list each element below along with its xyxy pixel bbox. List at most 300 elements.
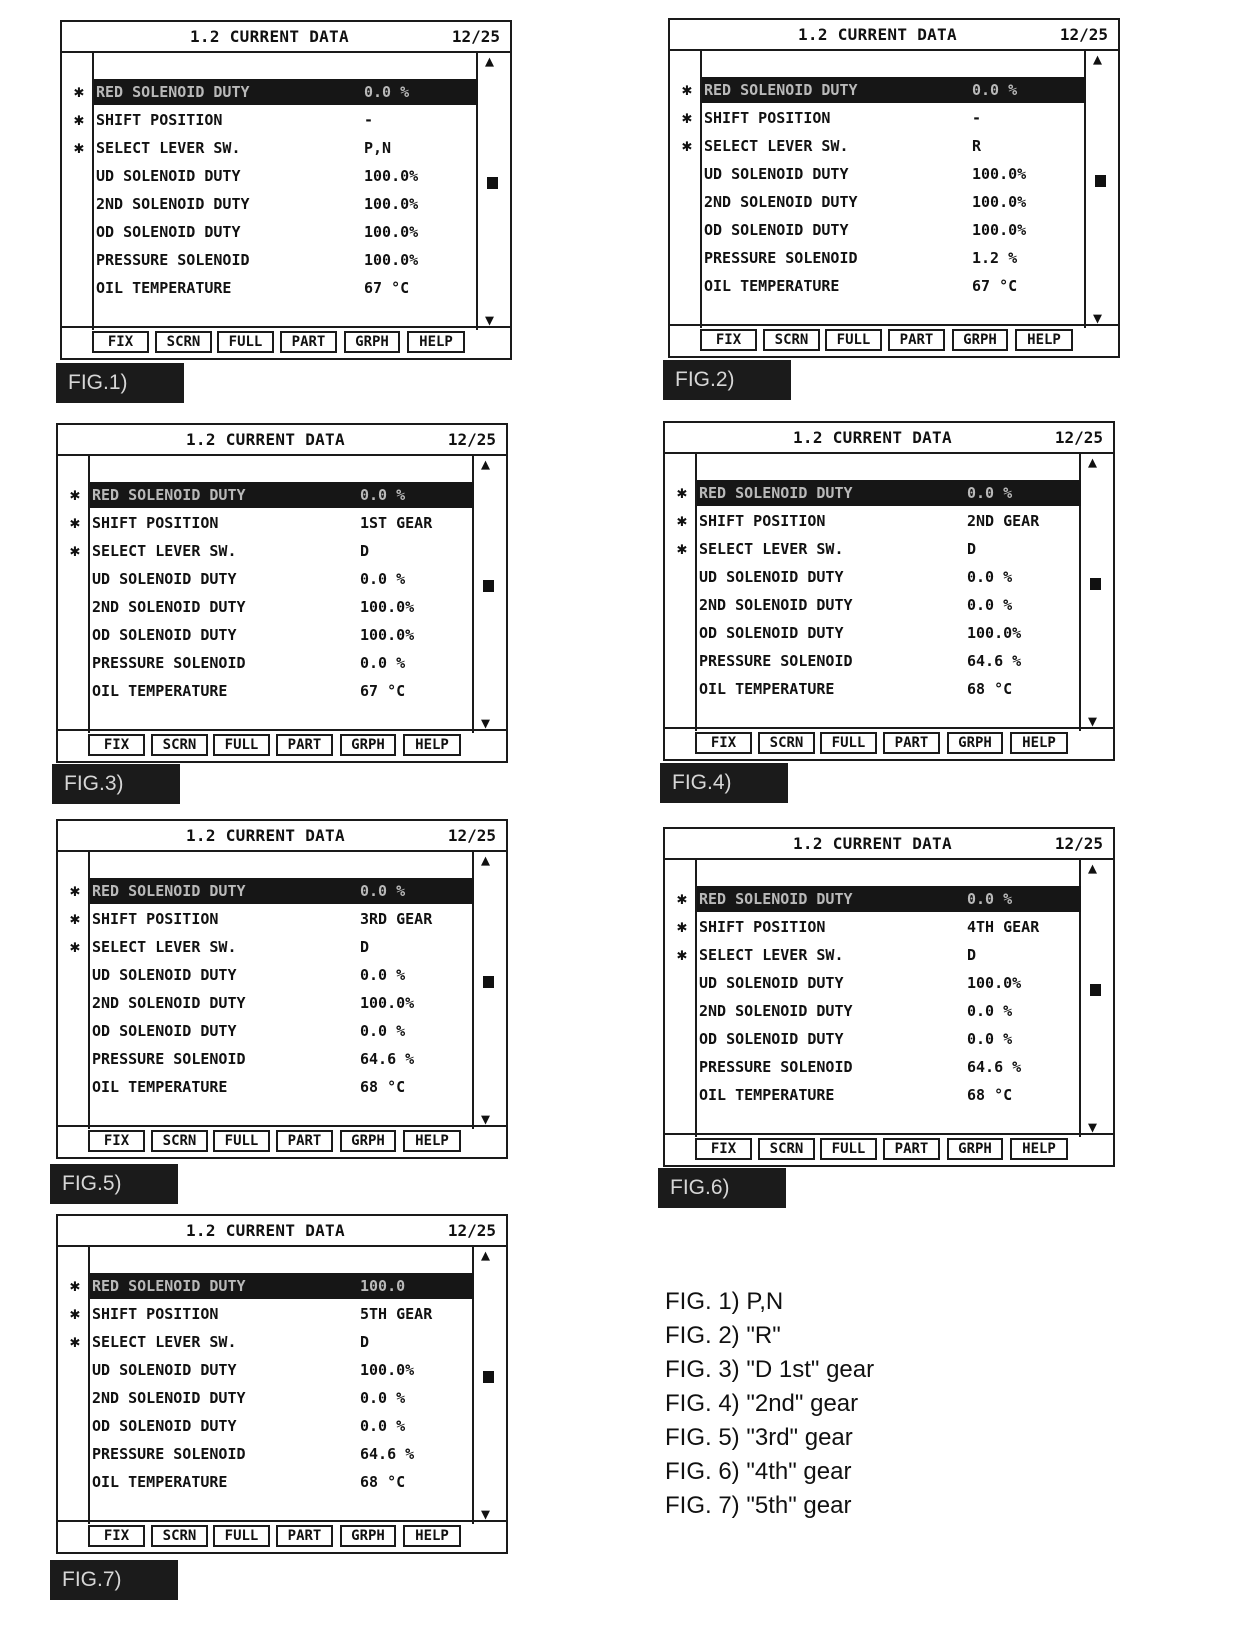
help-button[interactable]: HELP — [403, 734, 461, 756]
selected-marker-icon: ✱ — [69, 1332, 81, 1352]
data-row[interactable] — [94, 107, 478, 133]
data-row-label: SHIFT POSITION — [92, 910, 219, 928]
page-indicator: 12/25 — [447, 430, 496, 449]
data-row-value: 0.0 % — [360, 1417, 406, 1435]
full-button[interactable]: FULL — [217, 331, 274, 353]
help-button[interactable]: HELP — [1010, 1138, 1068, 1160]
part-button[interactable]: PART — [883, 1138, 940, 1160]
scrn-button[interactable]: SCRN — [763, 329, 820, 351]
data-row[interactable] — [90, 1469, 474, 1495]
figure-label: FIG.7) — [50, 1560, 178, 1600]
selected-marker-icon: ✱ — [676, 945, 688, 965]
scrn-button[interactable]: SCRN — [155, 331, 212, 353]
data-row-label: UD SOLENOID DUTY — [699, 974, 844, 992]
figure-label: FIG.3) — [52, 764, 180, 804]
full-button[interactable]: FULL — [820, 1138, 877, 1160]
grph-button[interactable]: GRPH — [947, 732, 1003, 754]
scrn-button[interactable]: SCRN — [151, 1525, 208, 1547]
scroll-thumb[interactable] — [487, 177, 498, 189]
data-row-label: SELECT LEVER SW. — [704, 137, 849, 155]
data-row-label: SHIFT POSITION — [699, 512, 826, 530]
data-row-label: PRESSURE SOLENOID — [92, 1050, 246, 1068]
data-row[interactable] — [90, 1301, 474, 1327]
data-row[interactable] — [90, 906, 474, 932]
data-row[interactable] — [697, 914, 1081, 940]
function-key-bar — [62, 326, 510, 358]
data-row[interactable] — [702, 189, 1086, 215]
scrn-button[interactable]: SCRN — [758, 732, 815, 754]
data-row-value: 5TH GEAR — [360, 1305, 433, 1323]
scrollbar[interactable] — [1081, 858, 1113, 1137]
data-row-label: PRESSURE SOLENOID — [704, 249, 858, 267]
data-row[interactable] — [697, 592, 1081, 618]
data-row-value: 3RD GEAR — [360, 910, 433, 928]
selected-marker-icon: ✱ — [69, 1276, 81, 1296]
scroll-down-icon[interactable]: ▼ — [481, 714, 491, 732]
data-row-label: OIL TEMPERATURE — [699, 1086, 835, 1104]
data-row[interactable] — [94, 79, 478, 105]
page-indicator: 12/25 — [1054, 428, 1103, 447]
screen-title: 1.2 CURRENT DATA — [186, 1221, 345, 1240]
data-row-value: 0.0 % — [967, 484, 1013, 502]
screen-header — [670, 20, 1118, 51]
scroll-up-icon[interactable]: ▲ — [481, 455, 491, 473]
help-button[interactable]: HELP — [1010, 732, 1068, 754]
function-key-bar — [58, 729, 506, 761]
selected-marker-icon: ✱ — [676, 539, 688, 559]
data-row-value: 100.0 — [360, 1277, 406, 1295]
screen-header — [665, 423, 1113, 454]
data-list — [695, 858, 1081, 1137]
help-button[interactable]: HELP — [407, 331, 465, 353]
data-row-value: 0.0 % — [360, 1389, 406, 1407]
data-row-label: SHIFT POSITION — [92, 514, 219, 532]
scroll-up-icon[interactable]: ▲ — [481, 1246, 491, 1264]
data-row-value: 0.0 % — [967, 596, 1013, 614]
data-row[interactable] — [697, 564, 1081, 590]
data-row-value: 100.0% — [972, 193, 1027, 211]
data-row-value: 1.2 % — [972, 249, 1018, 267]
fix-button[interactable]: FIX — [88, 1525, 145, 1547]
data-row[interactable] — [697, 508, 1081, 534]
data-row[interactable] — [697, 886, 1081, 912]
figure-label: FIG.6) — [658, 1168, 786, 1208]
data-row[interactable] — [90, 1357, 474, 1383]
data-row-value: D — [360, 1333, 370, 1351]
scroll-thumb[interactable] — [1090, 578, 1101, 590]
scroll-up-icon[interactable]: ▲ — [481, 851, 491, 869]
data-list — [88, 454, 474, 733]
full-button[interactable]: FULL — [825, 329, 882, 351]
data-row[interactable] — [702, 77, 1086, 103]
selected-marker-icon: ✱ — [69, 937, 81, 957]
data-row[interactable] — [697, 480, 1081, 506]
data-row[interactable] — [90, 594, 474, 620]
data-row-label: RED SOLENOID DUTY — [699, 484, 853, 502]
data-row[interactable] — [90, 962, 474, 988]
data-row[interactable] — [697, 1054, 1081, 1080]
data-row-value: 100.0% — [364, 167, 419, 185]
screen-title: 1.2 CURRENT DATA — [798, 25, 957, 44]
data-row-label: UD SOLENOID DUTY — [92, 1361, 237, 1379]
grph-button[interactable]: GRPH — [947, 1138, 1003, 1160]
data-row-label: OD SOLENOID DUTY — [699, 1030, 844, 1048]
scan-tool-screen — [663, 827, 1115, 1167]
data-row[interactable] — [697, 970, 1081, 996]
data-row-label: RED SOLENOID DUTY — [92, 882, 246, 900]
grph-button[interactable]: GRPH — [340, 1130, 396, 1152]
data-row[interactable] — [90, 878, 474, 904]
data-list — [88, 1245, 474, 1524]
data-row-label: RED SOLENOID DUTY — [704, 81, 858, 99]
data-row-label: UD SOLENOID DUTY — [704, 165, 849, 183]
figure-label: FIG.1) — [56, 363, 184, 403]
data-row-value: D — [360, 938, 370, 956]
data-row-value: D — [360, 542, 370, 560]
selected-marker-icon: ✱ — [676, 917, 688, 937]
scrollbar[interactable] — [474, 850, 506, 1129]
selected-marker-icon: ✱ — [676, 511, 688, 531]
data-row-label: RED SOLENOID DUTY — [92, 486, 246, 504]
scroll-thumb[interactable] — [483, 580, 494, 592]
data-row-label: UD SOLENOID DUTY — [92, 966, 237, 984]
grph-button[interactable]: GRPH — [952, 329, 1008, 351]
fix-button[interactable]: FIX — [700, 329, 757, 351]
data-row-value: 0.0 % — [360, 654, 406, 672]
help-button[interactable]: HELP — [403, 1525, 461, 1547]
data-row[interactable] — [90, 1074, 474, 1100]
data-row-value: 0.0 % — [360, 882, 406, 900]
data-row-label: PRESSURE SOLENOID — [699, 652, 853, 670]
data-row-label: OIL TEMPERATURE — [96, 279, 232, 297]
function-key-bar — [58, 1125, 506, 1157]
selected-marker-icon: ✱ — [69, 881, 81, 901]
data-row-value: D — [967, 540, 977, 558]
selected-marker-icon: ✱ — [681, 108, 693, 128]
selected-marker-icon: ✱ — [681, 80, 693, 100]
grph-button[interactable]: GRPH — [340, 734, 396, 756]
data-row-label: OD SOLENOID DUTY — [699, 624, 844, 642]
data-row-label: PRESSURE SOLENOID — [92, 1445, 246, 1463]
data-row-value: 67 °C — [364, 279, 410, 297]
scroll-up-icon[interactable]: ▲ — [1093, 50, 1103, 68]
scroll-down-icon[interactable]: ▼ — [1088, 1118, 1098, 1136]
data-row[interactable] — [94, 247, 478, 273]
data-row-label: PRESSURE SOLENOID — [92, 654, 246, 672]
figure-label: FIG.2) — [663, 360, 791, 400]
data-row-label: RED SOLENOID DUTY — [92, 1277, 246, 1295]
data-row-value: 0.0 % — [360, 966, 406, 984]
function-key-bar — [58, 1520, 506, 1552]
data-row[interactable] — [90, 934, 474, 960]
data-row-value: 100.0% — [364, 251, 419, 269]
page-indicator: 12/25 — [451, 27, 500, 46]
data-row-label: 2ND SOLENOID DUTY — [92, 1389, 246, 1407]
data-row-value: 0.0 % — [360, 1022, 406, 1040]
selected-marker-icon: ✱ — [69, 1304, 81, 1324]
function-key-bar — [665, 1133, 1113, 1165]
data-row-value: 67 °C — [360, 682, 406, 700]
data-row-label: SHIFT POSITION — [96, 111, 223, 129]
scroll-down-icon[interactable]: ▼ — [1093, 309, 1103, 327]
data-list — [700, 49, 1086, 328]
data-row-label: SHIFT POSITION — [92, 1305, 219, 1323]
data-row-value: D — [967, 946, 977, 964]
screen-header — [665, 829, 1113, 860]
selected-marker-icon: ✱ — [73, 110, 85, 130]
part-button[interactable]: PART — [276, 1130, 333, 1152]
data-row[interactable] — [94, 135, 478, 161]
page-indicator: 12/25 — [1059, 25, 1108, 44]
page-indicator: 12/25 — [447, 1221, 496, 1240]
data-row[interactable] — [702, 161, 1086, 187]
figure-label: FIG.4) — [660, 763, 788, 803]
data-row[interactable] — [697, 998, 1081, 1024]
scroll-thumb[interactable] — [483, 1371, 494, 1383]
data-row[interactable] — [697, 648, 1081, 674]
scroll-thumb[interactable] — [1095, 175, 1106, 187]
fix-button[interactable]: FIX — [88, 734, 145, 756]
data-row-value: 100.0% — [360, 626, 415, 644]
data-row[interactable] — [94, 191, 478, 217]
data-row-label: SELECT LEVER SW. — [96, 139, 241, 157]
data-row[interactable] — [90, 1441, 474, 1467]
screen-title: 1.2 CURRENT DATA — [793, 834, 952, 853]
scan-tool-screen — [663, 421, 1115, 761]
figure-legend — [665, 1285, 874, 1523]
scroll-thumb[interactable] — [1090, 984, 1101, 996]
data-row-value: 100.0% — [360, 1361, 415, 1379]
data-row[interactable] — [697, 676, 1081, 702]
part-button[interactable]: PART — [276, 1525, 333, 1547]
scan-tool-screen — [60, 20, 512, 360]
data-row-label: OIL TEMPERATURE — [699, 680, 835, 698]
data-row[interactable] — [90, 566, 474, 592]
data-row-label: OIL TEMPERATURE — [92, 682, 228, 700]
data-row-value: 100.0% — [360, 598, 415, 616]
data-row-value: 64.6 % — [967, 1058, 1022, 1076]
part-button[interactable]: PART — [888, 329, 945, 351]
data-list — [92, 51, 478, 330]
fix-button[interactable]: FIX — [695, 1138, 752, 1160]
data-row[interactable] — [697, 942, 1081, 968]
data-row-label: UD SOLENOID DUTY — [92, 570, 237, 588]
data-row-value: 64.6 % — [360, 1445, 415, 1463]
data-row-label: OIL TEMPERATURE — [92, 1078, 228, 1096]
screen-header — [62, 22, 510, 53]
data-row[interactable] — [90, 1273, 474, 1299]
data-row-value: 0.0 % — [967, 1030, 1013, 1048]
scroll-up-icon[interactable]: ▲ — [485, 52, 495, 70]
scroll-thumb[interactable] — [483, 976, 494, 988]
data-row-value: P,N — [364, 139, 392, 157]
scroll-down-icon[interactable]: ▼ — [1088, 712, 1098, 730]
selected-marker-icon: ✱ — [69, 541, 81, 561]
data-row-label: RED SOLENOID DUTY — [96, 83, 250, 101]
legend-line: FIG. 4) "2nd" gear — [665, 1390, 859, 1417]
data-row-value: 0.0 % — [360, 570, 406, 588]
data-row-label: SELECT LEVER SW. — [92, 938, 237, 956]
data-row-label: SELECT LEVER SW. — [699, 540, 844, 558]
scroll-down-icon[interactable]: ▼ — [485, 311, 495, 329]
data-row-label: OD SOLENOID DUTY — [92, 1417, 237, 1435]
scrn-button[interactable]: SCRN — [758, 1138, 815, 1160]
data-row-value: 68 °C — [967, 680, 1013, 698]
data-row[interactable] — [90, 1385, 474, 1411]
scroll-up-icon[interactable]: ▲ — [1088, 859, 1098, 877]
screen-title: 1.2 CURRENT DATA — [190, 27, 349, 46]
help-button[interactable]: HELP — [403, 1130, 461, 1152]
data-row-label: OIL TEMPERATURE — [704, 277, 840, 295]
data-row[interactable] — [94, 163, 478, 189]
screen-header — [58, 425, 506, 456]
data-row-value: 4TH GEAR — [967, 918, 1040, 936]
data-row-label: OIL TEMPERATURE — [92, 1473, 228, 1491]
data-row[interactable] — [702, 217, 1086, 243]
legend-line: FIG. 7) "5th" gear — [665, 1492, 852, 1519]
data-row[interactable] — [702, 245, 1086, 271]
scrn-button[interactable]: SCRN — [151, 1130, 208, 1152]
full-button[interactable]: FULL — [820, 732, 877, 754]
selected-marker-icon: ✱ — [69, 909, 81, 929]
screen-header — [58, 821, 506, 852]
fix-button[interactable]: FIX — [92, 331, 149, 353]
data-row[interactable] — [697, 620, 1081, 646]
data-row-value: 0.0 % — [972, 81, 1018, 99]
data-row-value: 100.0% — [967, 624, 1022, 642]
data-row-value: 1ST GEAR — [360, 514, 433, 532]
data-row[interactable] — [702, 273, 1086, 299]
selected-marker-icon: ✱ — [676, 889, 688, 909]
data-row-value: 100.0% — [364, 195, 419, 213]
figure-label: FIG.5) — [50, 1164, 178, 1204]
data-row-value: R — [972, 137, 982, 155]
function-key-bar — [670, 324, 1118, 356]
page-indicator: 12/25 — [447, 826, 496, 845]
data-row[interactable] — [90, 1329, 474, 1355]
scan-tool-screen — [56, 819, 508, 1159]
data-row[interactable] — [90, 510, 474, 536]
data-row-label: SELECT LEVER SW. — [92, 542, 237, 560]
scrollbar[interactable] — [1081, 452, 1113, 731]
data-row-label: SHIFT POSITION — [699, 918, 826, 936]
data-row-label: 2ND SOLENOID DUTY — [92, 598, 246, 616]
full-button[interactable]: FULL — [213, 1525, 270, 1547]
scrollbar[interactable] — [474, 1245, 506, 1524]
legend-line: FIG. 1) P,N — [665, 1288, 784, 1315]
data-row-label: OD SOLENOID DUTY — [96, 223, 241, 241]
data-row[interactable] — [90, 1413, 474, 1439]
scroll-down-icon[interactable]: ▼ — [481, 1110, 491, 1128]
selected-marker-icon: ✱ — [676, 483, 688, 503]
full-button[interactable]: FULL — [213, 1130, 270, 1152]
data-row-value: - — [972, 109, 982, 127]
data-row[interactable] — [702, 105, 1086, 131]
data-row-label: PRESSURE SOLENOID — [699, 1058, 853, 1076]
scrollbar[interactable] — [478, 51, 510, 330]
data-row[interactable] — [94, 275, 478, 301]
data-row-label: OD SOLENOID DUTY — [92, 626, 237, 644]
data-list — [695, 452, 1081, 731]
selected-marker-icon: ✱ — [69, 513, 81, 533]
data-row-value: 0.0 % — [967, 890, 1013, 908]
part-button[interactable]: PART — [276, 734, 333, 756]
data-row-value: 0.0 % — [967, 1002, 1013, 1020]
data-row-label: 2ND SOLENOID DUTY — [699, 1002, 853, 1020]
data-row-label: 2ND SOLENOID DUTY — [704, 193, 858, 211]
data-row-value: 68 °C — [360, 1078, 406, 1096]
data-row-label: RED SOLENOID DUTY — [699, 890, 853, 908]
data-row-label: OD SOLENOID DUTY — [92, 1022, 237, 1040]
data-row-value: 100.0% — [967, 974, 1022, 992]
data-row[interactable] — [697, 536, 1081, 562]
legend-line: FIG. 2) "R" — [665, 1322, 781, 1349]
scrollbar[interactable] — [1086, 49, 1118, 328]
data-row[interactable] — [94, 219, 478, 245]
full-button[interactable]: FULL — [213, 734, 270, 756]
data-row-value: 2ND GEAR — [967, 512, 1040, 530]
data-row-label: PRESSURE SOLENOID — [96, 251, 250, 269]
data-row[interactable] — [90, 1046, 474, 1072]
data-list — [88, 850, 474, 1129]
data-row-value: 0.0 % — [364, 83, 410, 101]
data-row[interactable] — [90, 622, 474, 648]
selected-marker-icon: ✱ — [681, 136, 693, 156]
data-row-label: UD SOLENOID DUTY — [699, 568, 844, 586]
data-row[interactable] — [90, 538, 474, 564]
scroll-down-icon[interactable]: ▼ — [481, 1505, 491, 1523]
data-row-value: 100.0% — [972, 165, 1027, 183]
data-row-value: 68 °C — [360, 1473, 406, 1491]
legend-line: FIG. 5) "3rd" gear — [665, 1424, 853, 1451]
help-button[interactable]: HELP — [1015, 329, 1073, 351]
data-row[interactable] — [90, 1018, 474, 1044]
fix-button[interactable]: FIX — [88, 1130, 145, 1152]
data-row[interactable] — [702, 133, 1086, 159]
data-row-label: 2ND SOLENOID DUTY — [92, 994, 246, 1012]
data-row[interactable] — [697, 1082, 1081, 1108]
grph-button[interactable]: GRPH — [340, 1525, 396, 1547]
scan-tool-screen — [668, 18, 1120, 358]
data-row[interactable] — [697, 1026, 1081, 1052]
data-row-value: 68 °C — [967, 1086, 1013, 1104]
data-row-value: 0.0 % — [360, 486, 406, 504]
scrn-button[interactable]: SCRN — [151, 734, 208, 756]
legend-line: FIG. 3) "D 1st" gear — [665, 1356, 875, 1383]
data-row-value: 64.6 % — [967, 652, 1022, 670]
data-row-label: UD SOLENOID DUTY — [96, 167, 241, 185]
data-row-value: 67 °C — [972, 277, 1018, 295]
scrollbar[interactable] — [474, 454, 506, 733]
selected-marker-icon: ✱ — [73, 82, 85, 102]
data-row-value: 100.0% — [360, 994, 415, 1012]
data-row[interactable] — [90, 482, 474, 508]
part-button[interactable]: PART — [883, 732, 940, 754]
data-row[interactable] — [90, 650, 474, 676]
part-button[interactable]: PART — [280, 331, 337, 353]
data-row[interactable] — [90, 678, 474, 704]
data-row-label: SELECT LEVER SW. — [699, 946, 844, 964]
selected-marker-icon: ✱ — [73, 138, 85, 158]
screen-header — [58, 1216, 506, 1247]
scroll-up-icon[interactable]: ▲ — [1088, 453, 1098, 471]
grph-button[interactable]: GRPH — [344, 331, 400, 353]
data-row[interactable] — [90, 990, 474, 1016]
screen-title: 1.2 CURRENT DATA — [793, 428, 952, 447]
data-row-value: 64.6 % — [360, 1050, 415, 1068]
data-row-value: 100.0% — [364, 223, 419, 241]
fix-button[interactable]: FIX — [695, 732, 752, 754]
